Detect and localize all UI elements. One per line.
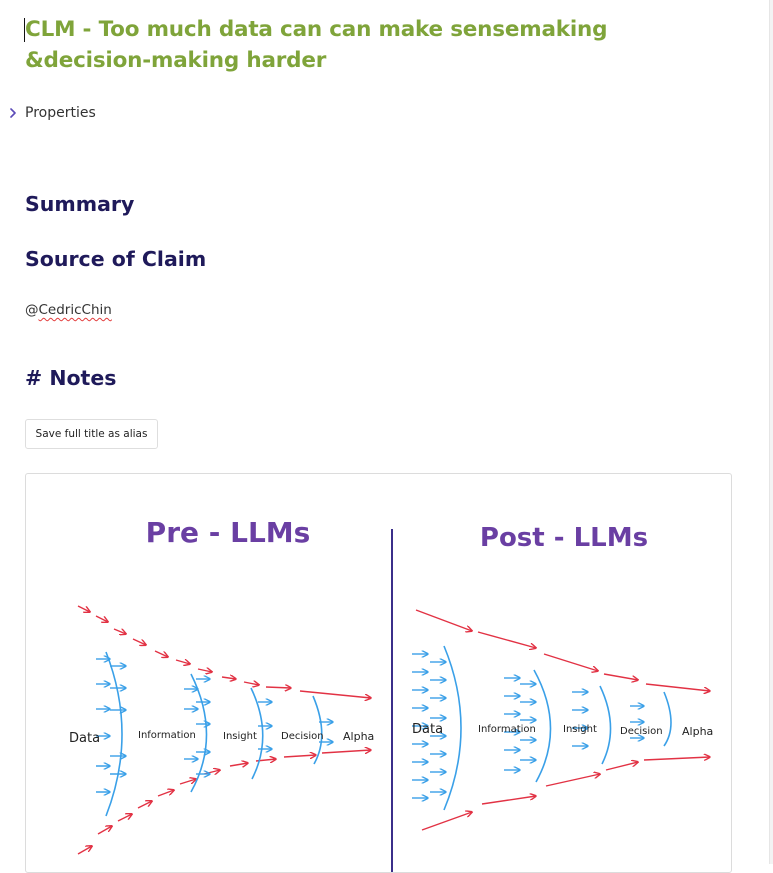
right-red-arrow-bottom: [482, 796, 536, 804]
right-red-arrow-bottom: [644, 757, 710, 760]
left-red-arrow-top: [244, 682, 259, 685]
scrollbar[interactable]: [769, 0, 773, 864]
left-red-arrow-top: [133, 639, 146, 645]
sketch-image: [25, 473, 732, 873]
left-red-arrow-bottom: [230, 763, 248, 766]
left-label-decision: Decision: [281, 731, 324, 742]
left-red-arrow-top: [114, 629, 126, 634]
right-funnel-curve: [664, 692, 671, 746]
right-label-data: Data: [412, 722, 444, 737]
left-red-arrow-top: [266, 687, 291, 688]
left-label-data: Data: [69, 731, 101, 746]
right-red-arrow-bottom: [546, 774, 600, 786]
source-heading: Source of Claim: [25, 247, 207, 271]
left-red-arrow-bottom: [284, 755, 316, 757]
left-arrows: [78, 606, 371, 854]
left-red-arrow-top: [176, 660, 190, 664]
right-funnel-curve: [600, 686, 611, 764]
left-red-arrow-bottom: [78, 846, 92, 854]
left-red-arrow-top: [96, 616, 108, 622]
right-red-arrow-bottom: [422, 812, 472, 830]
right-red-arrow-top: [646, 684, 710, 691]
left-red-arrow-top: [300, 691, 371, 698]
left-red-arrow-top: [78, 606, 90, 612]
left-red-arrow-top: [222, 677, 236, 679]
chevron-right-icon[interactable]: [0, 102, 25, 124]
left-red-arrow-bottom: [118, 814, 132, 821]
save-alias-button[interactable]: Save full title as alias: [25, 419, 158, 449]
left-label-information: Information: [138, 730, 196, 741]
claim-author[interactable]: CedricChin: [38, 302, 112, 318]
right-label-alpha: Alpha: [682, 725, 714, 738]
right-label-information: Information: [478, 724, 536, 735]
right-title: Post - LLMs: [479, 523, 649, 553]
left-red-arrow-top: [198, 669, 212, 672]
right-arrows: [412, 610, 710, 830]
right-label-decision: Decision: [620, 726, 663, 737]
left-red-arrow-bottom: [322, 750, 371, 753]
page-title[interactable]: CLM - Too much data can can make sensemaking &decision-making harder: [25, 17, 608, 73]
claim-prefix: @: [25, 302, 39, 318]
right-funnel-curve: [534, 670, 551, 782]
left-funnel-curve: [313, 696, 322, 764]
right-red-arrow-top: [544, 654, 598, 671]
right-red-arrow-top: [416, 610, 472, 631]
left-red-arrow-bottom: [138, 801, 152, 808]
source-claim: [25, 302, 112, 318]
left-title: Pre - LLMs: [145, 516, 311, 549]
right-label-insight: Insight: [563, 724, 597, 735]
right-funnel-curve: [444, 646, 461, 810]
right-red-arrow-top: [478, 632, 536, 648]
left-label-alpha: Alpha: [343, 730, 375, 743]
notes-heading: # Notes: [25, 366, 117, 390]
right-red-arrow-top: [604, 674, 638, 680]
left-red-arrow-bottom: [158, 790, 174, 796]
left-label-insight: Insight: [223, 731, 257, 742]
funnel-sketch: [26, 474, 732, 873]
left-red-arrow-bottom: [98, 826, 112, 834]
properties-label[interactable]: Properties: [25, 105, 96, 121]
right-red-arrow-bottom: [606, 762, 638, 770]
left-red-arrow-bottom: [180, 779, 196, 784]
properties-toggle[interactable]: [0, 102, 96, 124]
left-red-arrow-top: [155, 651, 168, 657]
summary-heading: Summary: [25, 192, 135, 216]
